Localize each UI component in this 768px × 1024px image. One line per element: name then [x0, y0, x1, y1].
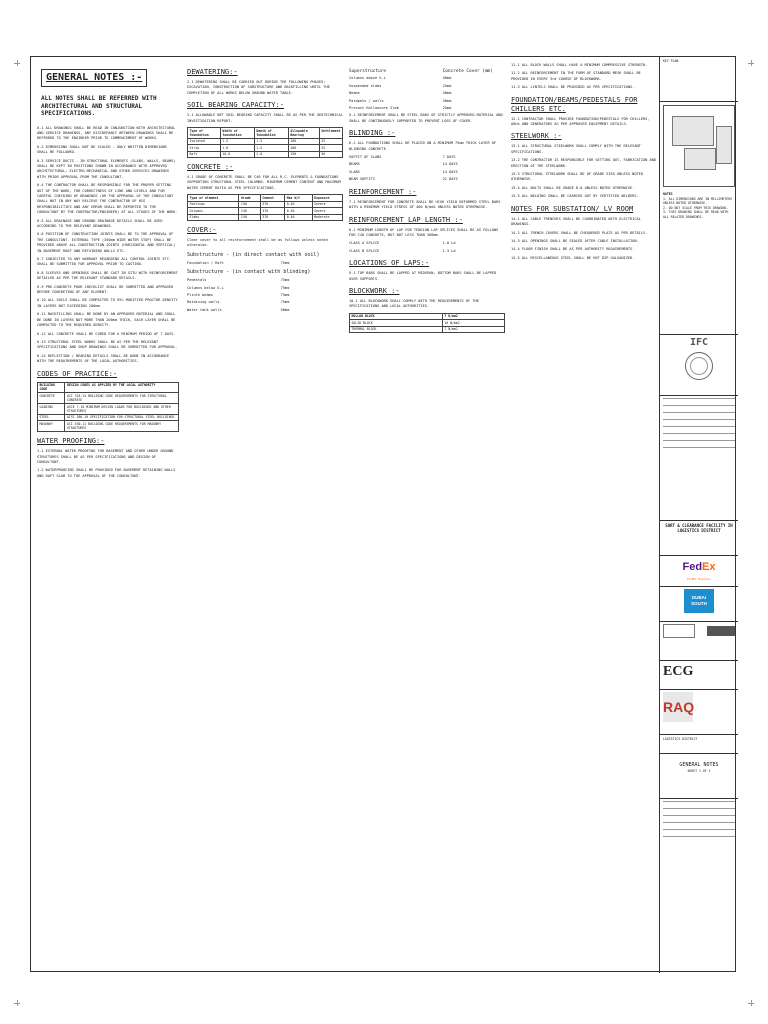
table-cell: STEEL [38, 414, 65, 420]
table-row [188, 214, 343, 220]
cover-title: COVER:- [187, 225, 217, 234]
soil-table [187, 127, 343, 158]
general-note: 0.1 ALL DRAWINGS SHALL BE READ IN CONJUNCTION WITH ARCHITECTURAL AND SERVICE DRAWINGS, ANY DISCREPANCY BETWEEN DRAWINGS SHALL BE REFERRED TO THE ENGINEER PRIOR TO COMMENCEMENT OF WORKS. [37, 125, 176, 141]
table-cell: Isolated [188, 138, 221, 144]
table-cell: Grade [239, 195, 260, 201]
raq-logo: RAQ [663, 692, 693, 722]
list-item: CLASS A SPLICE 1.0 Ld [349, 241, 456, 246]
laps-location-title: LOCATIONS OF LAPS:- [349, 259, 430, 268]
table-cell: Exposure [312, 195, 342, 201]
dewatering-note: 2.1 DEWATERING SHALL BE CARRIED OUT DURING THE FOLLOWING PHASES: EXCAVATION, CONSTRUCTION OF SUBSTRUCTURE AND BACKFILLING UNTIL THE COMPLETION OF ALL WORKS BELOW GROUND WATER TABLE. [187, 80, 330, 95]
list-item: Plinth beams 75mm [187, 292, 290, 297]
column-1 [37, 63, 179, 965]
consultant-cell [660, 622, 738, 661]
waterproofing-notes [37, 449, 179, 479]
codes-table [37, 382, 179, 433]
soil-title: SOIL BEARING CAPACITY:- [187, 101, 284, 110]
consultant-logo-2 [707, 626, 735, 636]
table-cell: 10 N/mm2 [442, 320, 504, 326]
cover-note: 5.1 REINFORCEMENT SHALL BE STEEL BARS OF STRICTLY APPROVED MATERIAL AND SHALL BE CONTINUOUSLY SUPPORTED TO PREVENT LOSS OF COVER. [349, 113, 503, 123]
soil-note: 3.1 ALLOWABLE NET SOIL BEARING CAPACITY SHALL BE AS PER THE GEOTECHNICAL INVESTIGATION REPORT. [187, 113, 343, 123]
consultant-logo-1 [663, 624, 695, 638]
crop-mark-icon [748, 60, 754, 66]
codes-title: CODES OF PRACTICE:- [37, 369, 118, 378]
dubai-south-logo: DUBAI SOUTH [684, 589, 714, 613]
table-cell: Raft [188, 151, 221, 157]
table-cell: Settlement [319, 128, 342, 139]
cover-header: Superstructure Concrete Cover (mm) [349, 69, 493, 74]
table-cell: Max W/C [285, 195, 312, 201]
steelwork-title: STEELWORK :- [511, 132, 562, 141]
general-note: 0.6 POSITION OF CONSTRUCTION JOINTS SHALL BE TO THE APPROVAL OF THE CONSULTANT. EXTERNAL TYPE (350mm WIDE WATER STOP) SHALL BE PROVIDED ABOVE ALL CONSTRUCTION JOINTS (HORIZONTAL AND VERTICAL) IN BASEMENT ROOF AND RETAINING WALLS ETC. [37, 232, 176, 253]
stamp-cell [660, 335, 738, 396]
list-item: Columns below G.L 75mm [187, 285, 290, 290]
table-cell: Type of element [188, 195, 239, 201]
crop-mark-icon [14, 1000, 20, 1006]
drawing-title: GENERAL NOTES [679, 762, 719, 768]
waterproofing-note: 1.1 EXTERNAL WATER PROOFING FOR BASEMENT AND OTHER UNDER GROUND STRUCTURES SHALL BE AS PER SPECIFICATIONS AND DESIGN OF CONSULTANT. [37, 449, 174, 464]
table-cell: 150 [288, 151, 319, 157]
table-cell: BUILDING CODE [38, 382, 65, 393]
general-note: 0.3 SERVICE DUCTS - IN STRUCTURAL ELEMENTS (SLABS, WALLS, BEAMS) SHALL BE KEPT IN POSITIONS SHOWN IN ACCORDANCE WITH APPROVED ARCHITECTURAL, ELECTRO-MECHANICAL AND OTHER SERVICES DRAWINGS WITH PRIOR APPROVAL FROM THE CONSULTANT. [37, 158, 176, 179]
list-item: BEAM SOFFITS 21 DAYS [349, 177, 458, 182]
table-cell: 370 [260, 214, 284, 220]
steelwork-notes [511, 144, 659, 199]
table-cell: C40 [239, 214, 260, 220]
cover-list [349, 76, 505, 111]
table-cell: Depth of foundation [254, 128, 288, 139]
drawing-info-cell [660, 799, 738, 863]
list-item: BEAMS 14 DAYS [349, 162, 458, 167]
table-cell: 370 [260, 201, 284, 207]
table-cell: 2.0 [254, 151, 288, 157]
table-cell: 180 [288, 145, 319, 151]
table-cell: 0.40 [285, 201, 312, 207]
blinding-list [349, 155, 505, 183]
concrete-note: 4.1 GRADE OF CONCRETE SHALL BE C40 FOR ALL R.C. ELEMENTS & FOUNDATIONS SUPPORTING STRUCTURAL STEEL COLUMNS. MINIMUM CEMENT CONTENT AND MAXIMUM WATER CEMENT RATIO AS PER SPECIFICATIONS. [187, 175, 341, 190]
table-cell: Allowable Bearing [288, 128, 319, 139]
general-note: 0.14 DEFLECTION / BEARING DETAILS SHALL BE DONE IN ACCORDANCE WITH THE REQUIREMENTS OF THE LOCAL AUTHORITIES. [37, 353, 169, 364]
substation-title: NOTES FOR SUBSTATION/ LV ROOM [511, 204, 634, 213]
table-cell: ACI 318-14 BUILDING CODE REQUIREMENTS FOR STRUCTURAL CONCRETE [65, 393, 179, 404]
ecg-logo: ECG [663, 664, 694, 679]
drawing-title-cell [660, 754, 738, 799]
substructure-1-title: Substructure - (in direct contact with soil) [187, 251, 320, 258]
steelwork-note: 13.3 STRUCTURAL STEELWORK SHALL BE OF GRADE S355 UNLESS NOTED OTHERWISE. [511, 172, 643, 182]
project-name: SORT & CLEARANCE FACILITY IN LOGISTICS DISTRICT [660, 521, 738, 556]
title-block [659, 57, 738, 973]
blockwork-note: 11.1 ALL BLOCK WALLS SHALL HAVE A MINIMUM COMPRESSIVE STRENGTH. [511, 63, 648, 67]
general-note: 0.4 THE CONTRACTOR SHALL BE RESPONSIBLE FOR THE PROPER SETTING OUT OF THE WORK, FOR CORRECTNESS OF LINE AND LEVELS AND FOR CAREFUL CHECKING OF DRAWINGS (OR THE APPROVAL OF THE CONSULTANT SHALL NOT IN ANY WAY RELIEVE THE CONTRACTOR OF HIS RESPONSIBILITIES AND ANY ERROR SHALL BE REPORTED TO THE CONSULTANT BY THE CONTRACTOR/ENGINEER) AT ALL STAGES OF THE WORK. [37, 183, 178, 215]
crop-mark-icon [14, 60, 20, 66]
cover-intro: Clear cover to all reinforcement shall be as follows unless noted otherwise. [187, 237, 328, 248]
blinding-title: BLINDING :- [349, 129, 396, 138]
list-item: Precast Hollowcore Slab 25mm [349, 106, 452, 111]
steelwork-note: 13.1 ALL STRUCTURAL STEELWORK SHALL COMPLY WITH THE RELEVANT SPECIFICATIONS. [511, 144, 641, 154]
blockwork-note: 11.3 ALL LINTELS SHALL BE PROVIDED AS PER SPECIFICATIONS. [511, 85, 635, 90]
list-item: Water tank walls 50mm [187, 307, 290, 312]
approval-seal-icon [685, 352, 713, 380]
list-item: Pedestals 75mm [187, 278, 290, 283]
lap-list [349, 241, 505, 254]
table-cell: 10.0 [220, 151, 254, 157]
drawing-sheet [30, 56, 736, 972]
table-cell: CONCRETE [38, 393, 65, 404]
substructure-1-list [187, 261, 343, 266]
general-notes-title: GENERAL NOTES :- [41, 69, 147, 87]
table-cell: 25 [319, 145, 342, 151]
fedex-tagline: FedEx Express [687, 577, 711, 581]
table-row [188, 128, 343, 139]
client-logo-cell [660, 556, 738, 587]
table-cell: C40 [239, 208, 260, 214]
general-note: 0.11 BACKFILLING SHALL BE DONE BY AN APPROVED MATERIAL AND SHALL BE DONE IN LAYERS NOT MORE THAN 200mm THICK, EACH LAYER SHALL BE COMPACTED TO THE REQUIRED DENSITY. [37, 312, 176, 328]
substation-note: 14.5 ALL MISCELLANEOUS STEEL SHALL BE HOT DIP GALVANIZED. [511, 255, 635, 260]
fedex-logo: FedEx [682, 561, 716, 573]
district-label: LOGISTICS DISTRICT [663, 737, 698, 741]
blinding-note: 6.1 ALL FOUNDATIONS SHALL BE PLACED ON A MINIMUM 75mm THICK LAYER OF BLINDING CONCRETE. [349, 141, 497, 151]
list-item: Columns above G.L 40mm [349, 76, 452, 81]
ecg-cell [660, 661, 738, 690]
column-2 [187, 63, 343, 965]
dubai-south-cell [660, 587, 738, 622]
general-note: 0.10 ALL SOILS SHALL BE COMPACTED TO 95% MODIFIED PROCTOR DENSITY IN LAYERS NOT EXCEEDING 200mm. [37, 298, 178, 308]
laps-location-note: 9.1 TOP BARS SHALL BE LAPPED AT MIDSPAN, BOTTOM BARS SHALL BE LAPPED OVER SUPPORTS. [349, 271, 497, 281]
table-cell: Severe [312, 201, 342, 207]
column-4 [511, 63, 659, 965]
table-cell: LOADING [38, 404, 65, 415]
list-item: SOFFIT OF SLABS 7 DAYS [349, 155, 456, 160]
key-plan-diagram [663, 105, 735, 187]
substructure-2-title: Substructure - (in contact with blinding) [187, 268, 311, 275]
raq-cell [660, 690, 738, 735]
crop-mark-icon [748, 1000, 754, 1006]
general-note: 0.7 SUBJECTED TO ANY WARRANT REGARDING ALL CONTROL JOINTS ETC. SHALL BE SUBMITTED FOR APPROVAL PRIOR TO CASTING. [37, 257, 172, 267]
column-3 [349, 63, 505, 965]
district-cell [660, 735, 738, 754]
table-cell: 7 N/mm2 [442, 326, 504, 332]
general-note: 0.12 ALL CONCRETE SHALL BE CURED FOR A MINIMUM PERIOD OF 7 DAYS. [37, 331, 176, 336]
ifc-stamp: IFC [689, 337, 709, 348]
list-item: Suspended slabs 25mm [349, 83, 452, 88]
list-item: SLABS 14 DAYS [349, 169, 458, 174]
concrete-title: CONCRETE :- [187, 163, 234, 172]
table-cell: DESIGN CODES AS APPLIED BY THE LOCAL AUTHORITY [65, 382, 179, 393]
table-cell: 1.5 [254, 145, 288, 151]
table-cell: 25 [319, 138, 342, 144]
steelwork-note: 13.5 ALL WELDING SHALL BE CARRIED OUT BY CERTIFIED WELDERS. [511, 194, 639, 199]
table-cell: Footings [188, 201, 239, 207]
list-item: Foundation / Raft 75mm [187, 261, 290, 266]
table-row [350, 326, 505, 332]
foundation-equipment-note: 12.1 CONTRACTOR SHALL PROVIDE FOUNDATION/PEDESTALS FOR CHILLERS, AHUs AND GENERATORS AS PER APPROVED EQUIPMENT DETAILS. [511, 116, 650, 127]
notes-label: NOTES [663, 192, 673, 196]
concrete-table [187, 194, 343, 221]
list-item: CLASS B SPLICE 1.3 Ld [349, 248, 456, 253]
list-item: Parapets / walls 30mm [349, 98, 452, 103]
blockwork-table [349, 313, 505, 333]
blockwork-notes [511, 63, 659, 91]
general-note: 0.5 ALL DRAINAGE AND GROUND DRAINAGE DETAILS SHALL BE USED ACCORDING TO THE RELEVANT DRAWINGS. [37, 218, 163, 228]
table-cell: Width of foundation [220, 128, 254, 139]
waterproofing-note: 1.2 WATERPROOFING SHALL BE PROVIDED FOR BASEMENT RETAINING WALLS AND RAFT SLAB TO THE APPROVAL OF THE CONSULTANT. [37, 468, 176, 478]
substation-note: 14.1 ALL CABLE TRENCHES SHALL BE COORDINATED WITH ELECTRICAL DRAWINGS. [511, 216, 641, 227]
table-cell: 0.40 [285, 214, 312, 220]
table-cell: 1.5 [220, 138, 254, 144]
blockwork-note: 10.1 ALL BLOCKWORK SHALL COMPLY WITH THE REQUIREMENTS OF THE SPECIFICATIONS AND LOCAL AUTHORITIES. [349, 298, 479, 309]
sheet-number: SHEET 1 OF 1 [687, 769, 711, 773]
table-cell: ACI 530-11 BUILDING CODE REQUIREMENTS FOR MASONRY STRUCTURES [65, 421, 179, 432]
reinforcement-title: REINFORCEMENT :- [349, 187, 417, 196]
steelwork-note: 13.4 ALL BOLTS SHALL BE GRADE 8.8 UNLESS NOTED OTHERWISE. [511, 185, 635, 190]
foundation-equipment-title: FOUNDATION/BEAMS/PEDESTALS FOR CHILLERS ETC. [511, 95, 638, 113]
blockwork-note: 11.2 ALL REINFORCEMENT IN THE FORM OF STANDARD MESH SHALL BE PROVIDED IN EVERY 3rd COURSE OF BLOCKWORK. [511, 71, 641, 81]
table-row [38, 404, 179, 415]
list-item: Beams 40mm [349, 91, 452, 96]
table-cell: 1.5 [254, 138, 288, 144]
table-cell: Columns [188, 208, 239, 214]
steelwork-note: 13.2 THE CONTRACTOR IS RESPONSIBLE FOR SETTING OUT, FABRICATION AND ERECTION OF THE STEELWORK. [511, 158, 656, 168]
substation-note: 14.4 FLOOR FINISH SHALL BE AS PER AUTHORITY REQUIREMENTS. [511, 247, 635, 252]
general-notes-intro: ALL NOTES SHALL BE REFERRED WITH ARCHITECTURAL AND STRUCTURAL SPECIFICATIONS. [41, 95, 157, 117]
general-note: 0.13 STRUCTURAL STEEL WORKS SHALL BE AS PER THE RELEVANT SPECIFICATIONS AND SHOP DRAWINGS SHALL BE SUBMITTED FOR APPROVAL. [37, 339, 178, 350]
table-cell: 50 [319, 151, 342, 157]
substation-note: 14.3 ALL OPENINGS SHALL BE SEALED AFTER CABLE INSTALLATION. [511, 238, 639, 243]
substructure-2-list [187, 278, 343, 313]
substation-note: 14.2 ALL TRENCH COVERS SHALL BE CHEQUERED PLATE AS PER DETAILS. [511, 230, 648, 235]
key-plan-cell [660, 57, 738, 102]
table-cell: Slabs [188, 214, 239, 220]
table-cell: Type of foundation [188, 128, 221, 139]
table-cell: 370 [260, 208, 284, 214]
table-cell: AISC 360-10 SPECIFICATION FOR STRUCTURAL STEEL BUILDINGS [65, 414, 179, 420]
lap-length-title: REINFORCEMENT LAP LENGTH :- [349, 215, 463, 224]
reinforcement-note: 7.1 REINFORCEMENT FOR CONCRETE SHALL BE HIGH YIELD DEFORMED STEEL BARS WITH A MINIMUM YIELD STRESS OF 460 N/mm2 UNLESS NOTED OTHERWISE. [349, 199, 501, 210]
table-cell: Strip [188, 145, 221, 151]
table-cell: 7 N/mm2 [442, 313, 504, 319]
revision-table [660, 396, 738, 521]
notes-cell: NOTES 1. ALL DIMENSIONS ARE IN MILLIMETERS UNLESS NOTED OTHERWISE. 2. DO NOT SCALE FROM THIS DRAWING. 3. THIS DRAWING SHALL BE READ WITH ALL RELATED DRAWINGS. [660, 190, 738, 335]
table-cell: Moderate [312, 214, 342, 220]
general-notes-list [37, 126, 179, 365]
table-cell: ASCE 7-10 MINIMUM DESIGN LOADS FOR BUILDINGS AND OTHER STRUCTURES [65, 404, 179, 415]
general-note: 0.8 SLEEVES AND OPENINGS SHALL BE CAST IN SITU WITH REINFORCEMENT DETAILED AS PER THE RELEVANT STANDARD DETAILS. [37, 270, 178, 281]
table-cell: C40 [239, 201, 260, 207]
table-cell: MASONRY [38, 421, 65, 432]
general-note: 0.2 DIMENSIONS SHALL NOT BE SCALED - ONLY WRITTEN DIMENSIONS SHALL BE FOLLOWED. [37, 144, 167, 155]
blockwork-title: BLOCKWORK :- [349, 286, 400, 295]
table-cell: HOLLOW BLOCK [350, 313, 443, 319]
table-cell: 0.40 [285, 208, 312, 214]
table-row [188, 151, 343, 157]
dewatering-title: DEWATERING:- [187, 68, 238, 76]
substation-notes [511, 217, 659, 261]
waterproofing-title: WATER PROOFING:- [37, 437, 105, 446]
table-row [38, 393, 179, 404]
table-cell: Cement [260, 195, 284, 201]
table-row [38, 382, 179, 393]
table-row [38, 421, 179, 432]
table-cell: 1.0 [220, 145, 254, 151]
key-plan-label: KEY PLAN [663, 59, 679, 63]
table-cell: THERMAL BLOCK [350, 326, 443, 332]
general-note: 0.9 PRE-CONCRETE POUR CHECKLIST SHALL BE SUBMITTED AND APPROVED BEFORE CONCRETING OF ANY ELEMENT. [37, 284, 174, 295]
table-cell: 200 [288, 138, 319, 144]
table-cell: SOLID BLOCK [350, 320, 443, 326]
table-cell: Severe [312, 208, 342, 214]
lap-length-note: 8.1 MINIMUM LENGTH OF LAP FOR TENSION LAP SPLICES SHALL BE AS FOLLOWS FOR C40 CONCRETE, BUT NOT LESS THAN 300mm. [349, 227, 499, 237]
list-item: Retaining walls 75mm [187, 300, 290, 305]
